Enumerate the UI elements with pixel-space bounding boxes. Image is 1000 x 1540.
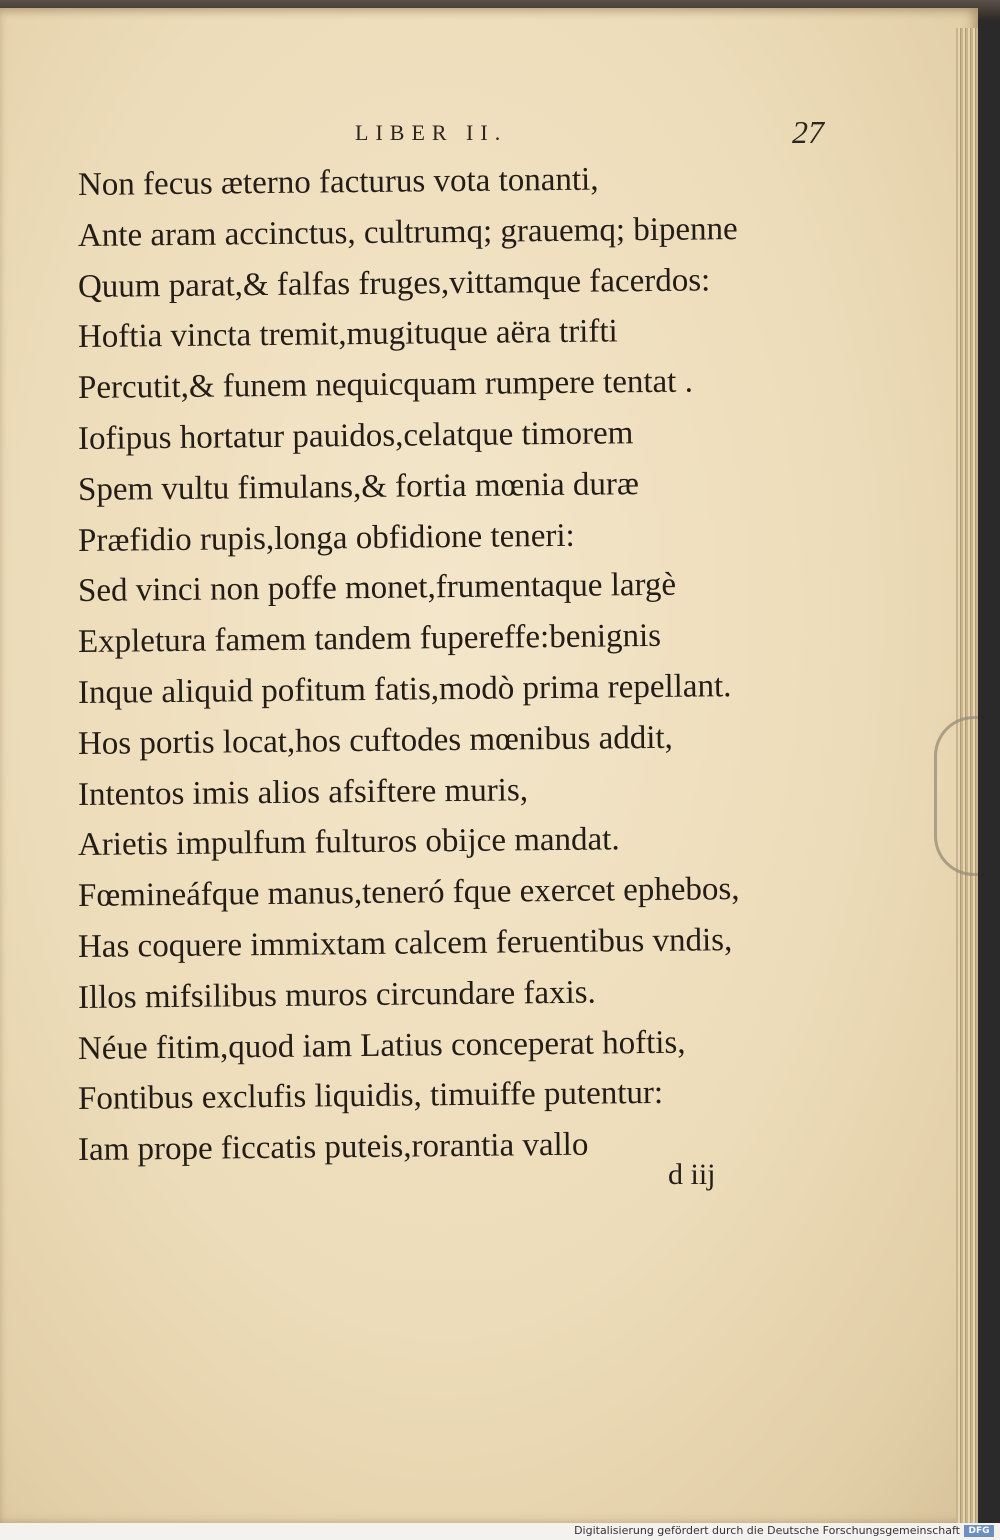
page-header [0,114,978,154]
verse-line: Illos mifsilibus muros circundare faxis. [77,974,596,1016]
dfg-credit: Digitalisierung gefördert durch die Deutsche Forschungsgemeinschaft [574,1524,960,1537]
signature-mark: d iij [668,1158,716,1191]
verse-line: Ante aram accinctus, cultrumq; grauemq; bipenne [77,210,738,254]
verse-line: Fœmineáfque manus,teneró fque exercet ephebos, [77,871,740,915]
running-title: LIBER II. [355,120,508,145]
verse-line: Quum parat,& falfas fruges,vittamque facerdos: [77,261,711,305]
digitization-footer [0,1523,1000,1540]
verse-line: Has coquere immixtam calcem feruentibus vndis, [77,922,733,965]
verse-line: Non fecus æterno facturus vota tonanti, [77,161,599,203]
dfg-logo: DFG [964,1525,994,1537]
verse-line: Spem vultu fimulans,& fortia mœnia duræ [77,465,640,508]
verse-line: Expletura famem tandem fupereffe:benignis [77,618,662,661]
verse-line: Hos portis locat,hos cuftodes mœnibus addit, [77,719,674,762]
verse-line: Arietis impulfum fulturos obijce mandat. [77,821,620,864]
page-clip [934,716,978,876]
verse-line: Intentos imis alios afsiftere muris, [77,771,529,813]
verse-block [78,160,858,1176]
verse-line: Fontibus exclufis liquidis, timuiffe putentur: [77,1075,664,1118]
verse-line: Iam prope ficcatis puteis,rorantia vallo [77,1126,589,1169]
book-page [0,8,978,1523]
verse-line: Iofipus hortatur pauidos,celatque timorem [77,415,634,457]
verse-line: Percutit,& funem nequicquam rumpere tentat . [77,363,694,407]
page-number: 27 [792,114,824,150]
verse-line: Néue fitim,quod iam Latius conceperat hoftis, [77,1024,686,1067]
verse-line: Sed vinci non poffe monet,frumentaque largè [77,567,677,610]
verse-line: Inque aliquid pofitum fatis,modò prima repellant. [77,668,732,711]
verse-line: Præfidio rupis,longa obfidione teneri: [77,517,575,559]
verse-line: Hoftia vincta tremit,mugituque aëra trifti [77,313,618,356]
